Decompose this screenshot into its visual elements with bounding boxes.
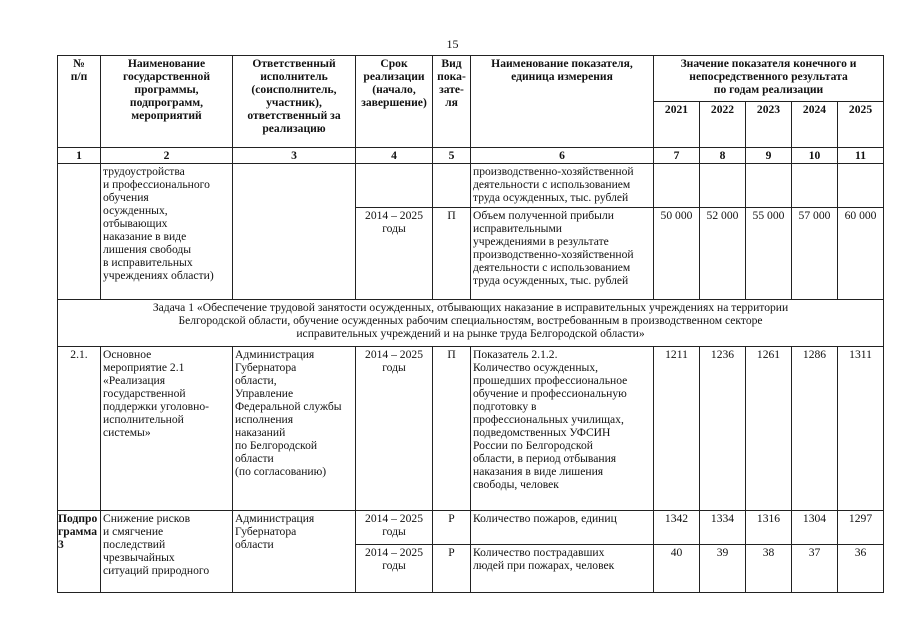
header-year-2021: 2021: [654, 102, 700, 148]
cont-indicator: производственно-хозяйственной деятельности с использованием труда осужденных, тыс. рублей: [471, 164, 654, 208]
cont-term-cell: [356, 164, 433, 208]
header-year-2025: 2025: [838, 102, 884, 148]
profit-term: 2014 – 2025 годы: [356, 208, 433, 300]
task-1-title: Задача 1 «Обеспечение трудовой занятости осужденных, отбывающих наказание в исправительных учреждениях на территории Белгородской области, обучение осужденных рабочим специальностям, востребованным в производственном секторе исправительных учреждений и на рынке труда Белгородской области»: [58, 300, 884, 347]
sp3b-term: 2014 – 2025 годы: [356, 545, 433, 593]
r21-executor: Администрация Губернатора области, Управление Федеральной службы исполнения наказаний по Белгородской области (по согласованию): [233, 347, 356, 511]
header-year-2022: 2022: [700, 102, 746, 148]
profit-value-2022: 52 000: [700, 208, 746, 300]
profit-type: П: [433, 208, 471, 300]
header-year-2024: 2024: [792, 102, 838, 148]
sp3a-indicator: Количество пожаров, единиц: [471, 511, 654, 545]
sp3b-value-2022: 39: [700, 545, 746, 593]
r21-num: 2.1.: [58, 347, 101, 511]
sp3-executor: Администрация Губернатора области: [233, 511, 356, 593]
r21-type: П: [433, 347, 471, 511]
r21-value-2024: 1286: [792, 347, 838, 511]
col-number-10: 10: [792, 148, 838, 164]
sp3b-indicator: Количество пострадавших людей при пожарах, человек: [471, 545, 654, 593]
r21-value-2022: 1236: [700, 347, 746, 511]
r21-name: Основное мероприятие 2.1 «Реализация государственной поддержки уголовно- исполнительной системы»: [101, 347, 233, 511]
cont-type-cell: [433, 164, 471, 208]
cont-value-2021: [654, 164, 700, 208]
header-year-2023: 2023: [746, 102, 792, 148]
cont-value-2023: [746, 164, 792, 208]
col-number-2: 2: [101, 148, 233, 164]
cont-value-2025: [838, 164, 884, 208]
header-values: Значение показателя конечного и непосредственного результата по годам реализации: [654, 56, 884, 102]
sp3b-value-2025: 36: [838, 545, 884, 593]
col-number-6: 6: [471, 148, 654, 164]
r21-value-2025: 1311: [838, 347, 884, 511]
sp3a-value-2021: 1342: [654, 511, 700, 545]
cont-value-2022: [700, 164, 746, 208]
col-number-9: 9: [746, 148, 792, 164]
cont-value-2024: [792, 164, 838, 208]
sp3a-value-2022: 1334: [700, 511, 746, 545]
profit-indicator: Объем полученной прибыли исправительными учреждениями в результате производственно-хозяйственной деятельности с использованием труда осужденных, тыс. рублей: [471, 208, 654, 300]
profit-value-2021: 50 000: [654, 208, 700, 300]
col-number-1: 1: [58, 148, 101, 164]
col-number-7: 7: [654, 148, 700, 164]
header-name: Наименование государственной программы, подпрограмм, мероприятий: [101, 56, 233, 148]
r21-term: 2014 – 2025 годы: [356, 347, 433, 511]
cont-num-cell: [58, 164, 101, 300]
header-executor: Ответственный исполнитель (соисполнитель, участник), ответственный за реализацию: [233, 56, 356, 148]
col-number-8: 8: [700, 148, 746, 164]
sp3b-value-2021: 40: [654, 545, 700, 593]
sp3a-value-2024: 1304: [792, 511, 838, 545]
header-term: Срок реализации (начало, завершение): [356, 56, 433, 148]
header-indicator: Наименование показателя, единица измерения: [471, 56, 654, 148]
sp3b-value-2024: 37: [792, 545, 838, 593]
sp3b-type: Р: [433, 545, 471, 593]
header-num: № п/п: [58, 56, 101, 148]
col-number-4: 4: [356, 148, 433, 164]
r21-indicator: Показатель 2.1.2. Количество осужденных, прошедших профессиональное обучение и профессиональную подготовку в профессиональных училищах, подведомственных УФСИН России по Белгородской области, в период отбывания наказания в виде лишения свободы, человек: [471, 347, 654, 511]
cont-name: трудоустройства и профессионального обучения осужденных, отбывающих наказание в виде лишения свободы в исправительных учреждениях области): [101, 164, 233, 300]
col-number-11: 11: [838, 148, 884, 164]
sp3a-value-2025: 1297: [838, 511, 884, 545]
page-number: 15: [446, 37, 459, 51]
col-number-3: 3: [233, 148, 356, 164]
profit-value-2023: 55 000: [746, 208, 792, 300]
header-type: Вид пока- зате- ля: [433, 56, 471, 148]
sp3a-value-2023: 1316: [746, 511, 792, 545]
profit-value-2024: 57 000: [792, 208, 838, 300]
sp3-name: Снижение рисков и смягчение последствий чрезвычайных ситуаций природного: [101, 511, 233, 593]
indicators-table: [57, 55, 884, 593]
r21-value-2021: 1211: [654, 347, 700, 511]
sp3b-value-2023: 38: [746, 545, 792, 593]
col-number-5: 5: [433, 148, 471, 164]
sp3-num: Подпро грамма 3: [58, 511, 101, 593]
profit-value-2025: 60 000: [838, 208, 884, 300]
r21-value-2023: 1261: [746, 347, 792, 511]
sp3a-term: 2014 – 2025 годы: [356, 511, 433, 545]
sp3a-type: Р: [433, 511, 471, 545]
cont-executor-cell: [233, 164, 356, 300]
